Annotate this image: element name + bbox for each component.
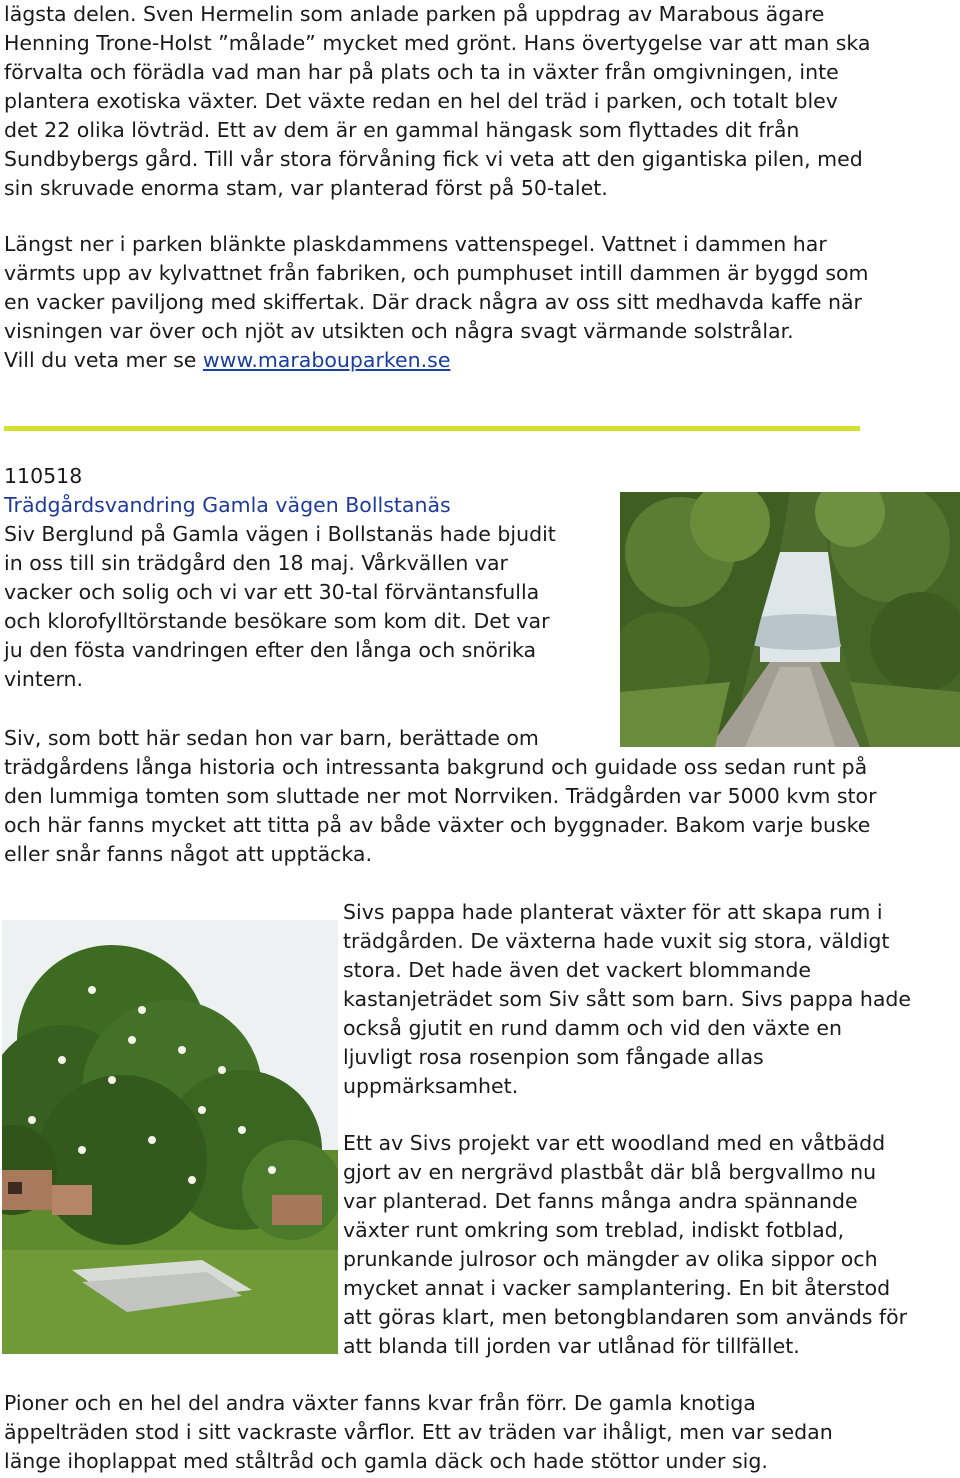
text-line: och klorofylltörstande besökare som kom dit. Det var [4,609,550,633]
text-line: Längst ner i parken blänkte plaskdammens vattenspegel. Vattnet i dammen har [4,232,827,256]
article-intro-paragraph [4,520,556,694]
photo-chestnut-tree-image [2,920,338,1354]
text-line: att göras klart, men betongblandaren som används för [343,1305,908,1329]
article-title: Trädgårdsvandring Gamla vägen Bollstanäs [4,493,451,517]
text-line: äppelträden stod i sitt vackraste vårflor. Ett av träden var ihåligt, men var sedan [4,1420,833,1444]
text-line: sin skruvade enorma stam, var planterad först på 50-talet. [4,176,608,200]
text-line: förvalta och förädla vad man har på plats och ta in växter från omgivningen, inte [4,60,839,84]
text-line: var planterad. Det fanns många andra spännande [343,1189,858,1213]
text-line: visningen var över och njöt av utsikten och några svagt värmande solstrålar. [4,319,794,343]
text-line: den lummiga tomten som sluttade ner mot Norrviken. Trädgården var 5000 kvm stor [4,784,877,808]
text-line: uppmärksamhet. [343,1074,519,1098]
text-line: att blanda till jorden var utlånad för tillfället. [343,1334,800,1358]
text-line: mycket annat i vacker samplantering. En bit återstod [343,1276,891,1300]
text-line: Sundbybergs gård. Till vår stora förvåning fick vi veta att den gigantiska pilen, med [4,147,863,171]
photo-garden-path-image [620,492,960,747]
text-line: värmts upp av kylvattnet från fabriken, och pumphuset intill dammen är byggd som [4,261,869,285]
text-line: det 22 olika lövträd. Ett av dem är en gammal hängask som flyttades dit från [4,118,800,142]
history-paragraph [4,724,877,869]
text-line: Pioner och en hel del andra växter fanns kvar från förr. De gamla knotiga [4,1391,756,1415]
woodland-paragraph [343,1129,907,1361]
text-line: Henning Trone-Holst ”målade” mycket med grönt. Hans övertygelse var att man ska [4,31,871,55]
text-line: också gjutit en rund damm och vid den växte en [343,1016,842,1040]
text-line: Sivs pappa hade planterat växter för att skapa rum i [343,900,883,924]
text-line: länge ihoplappat med ståltråd och gamla däck och hade stöttor under sig. [4,1449,768,1473]
text-line: en vacker paviljong med skiffertak. Där drack några av oss sitt medhavda kaffe när [4,290,862,314]
text-line: ju den fösta vandringen efter den långa och snörika [4,638,537,662]
text-line: prunkande julrosor och mängder av olika sippor och [343,1247,878,1271]
text-line: Siv Berglund på Gamla vägen i Bollstanäs hade bjudit [4,522,556,546]
text-line: vacker och solig och vi var ett 30-tal förväntansfulla [4,580,540,604]
article-header [4,462,451,520]
section-divider [4,426,860,431]
more-info-prefix: Vill du veta mer se [4,348,203,372]
pond-paragraph [4,230,869,375]
intro-paragraph [4,0,870,203]
pappa-paragraph [343,898,911,1101]
photo-chestnut-tree [2,920,338,1354]
text-line: plantera exotiska växter. Det växte redan en hel del träd i parken, och totalt blev [4,89,838,113]
photo-garden-path [620,492,960,747]
text-line: trädgården. De växterna hade vuxit sig stora, väldigt [343,929,890,953]
text-line: växter runt omkring som treblad, indiskt fotblad, [343,1218,845,1242]
text-line: gjort av en nergrävd plastbåt där blå bergvallmo nu [343,1160,877,1184]
more-info-line [4,346,869,375]
text-line: Ett av Sivs projekt var ett woodland med en våtbädd [343,1131,886,1155]
text-line: stora. Det hade även det vackert blommande [343,958,811,982]
text-line: eller snår fanns något att upptäcka. [4,842,372,866]
text-line: och här fanns mycket att titta på av både växter och byggnader. Bakom varje buske [4,813,871,837]
text-line: in oss till sin trädgård den 18 maj. Vårkvällen var [4,551,508,575]
pioner-paragraph [4,1389,833,1476]
article-date: 110518 [4,464,83,488]
text-line: ljuvligt rosa rosenpion som fångade allas [343,1045,764,1069]
text-line: kastanjeträdet som Siv sått som barn. Sivs pappa hade [343,987,912,1011]
text-line: vintern. [4,667,84,691]
text-line: trädgårdens långa historia och intressanta bakgrund och guidade oss sedan runt på [4,755,868,779]
marabouparken-link[interactable]: www.marabouparken.se [202,348,451,372]
text-line: lägsta delen. Sven Hermelin som anlade parken på uppdrag av Marabous ägare [4,2,825,26]
text-line: Siv, som bott här sedan hon var barn, berättade om [4,726,539,750]
